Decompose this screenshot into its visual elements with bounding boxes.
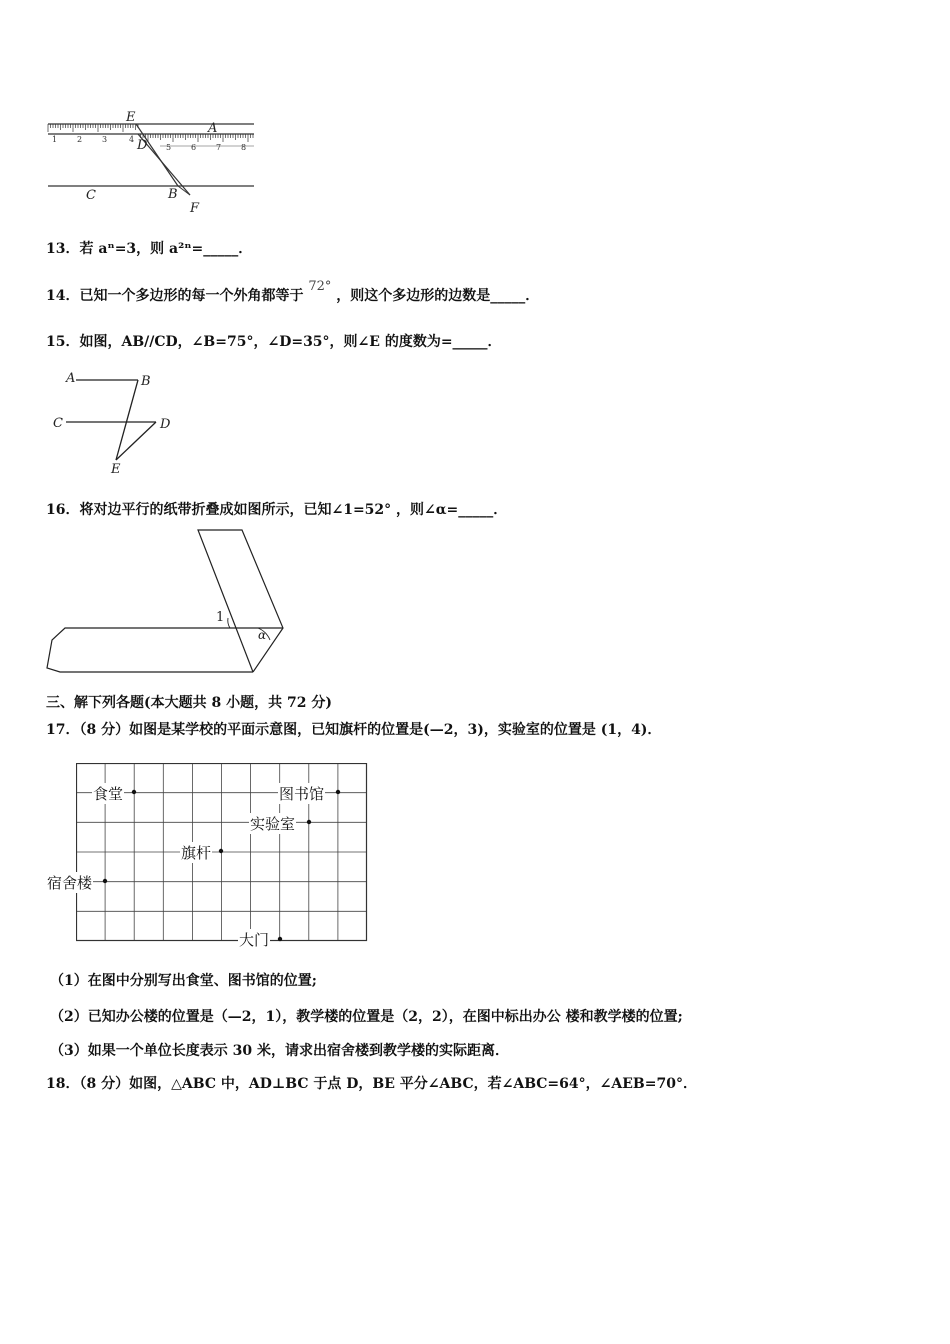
ruler-tick-label: 5 — [166, 143, 172, 152]
label-f: F — [190, 201, 200, 216]
label-d: D — [137, 138, 148, 153]
label-b: B — [141, 374, 151, 389]
ruler-tick-label: 3 — [102, 135, 108, 144]
label-angle-1: 1 — [216, 610, 225, 625]
question-18: 18．（8 分）如图，△ABC 中，AD⊥BC 于点 D，BE 平分∠ABC，若∠ABC=64°，∠AEB=70°． — [46, 1076, 697, 1092]
ruler-tick-label: 1 — [52, 135, 58, 144]
ruler-tick-label: 7 — [216, 143, 222, 152]
question-16: 16．将对边平行的纸带折叠成如图所示，已知∠1=52° ，则∠α=_____． — [46, 502, 508, 518]
question-14-before: 14．已知一个多边形的每一个外角都等于 — [46, 288, 304, 304]
label-d: D — [160, 417, 171, 432]
map-label-canteen: 食堂 — [93, 785, 124, 803]
label-a: A — [208, 121, 218, 136]
ruler-tick-label: 8 — [241, 143, 247, 152]
label-b: B — [168, 187, 178, 202]
label-c: C — [86, 188, 96, 203]
map-label-library: 图书馆 — [279, 785, 325, 803]
ruler-tick-label: 4 — [129, 135, 135, 144]
question-15: 15．如图，AB//CD，∠B=75°，∠D=35°，则∠E 的度数为=_____． — [46, 334, 502, 350]
question-14-angle: 72° — [308, 279, 332, 294]
question-17-part-1: （1）在图中分别写出食堂、图书馆的位置; — [50, 973, 317, 989]
map-label-lab: 实验室 — [250, 815, 296, 833]
label-e: E — [126, 110, 136, 125]
folded-strip-figure — [40, 522, 300, 682]
question-17-part-3: （3）如果一个单位长度表示 30 米，请求出宿舍楼到教学楼的实际距离． — [50, 1043, 509, 1059]
question-14-after: ，则这个多边形的边数是_____． — [336, 288, 540, 304]
label-alpha: α — [258, 628, 267, 642]
map-label-gate: 大门 — [239, 931, 270, 949]
ruler-tick-label: 2 — [77, 135, 83, 144]
question-17: 17．（8 分）如图是某学校的平面示意图，已知旗杆的位置是(—2，3)，实验室的位置是 (1，4)． — [46, 722, 662, 738]
parallel-lines-figure — [48, 365, 183, 475]
label-c: C — [53, 416, 63, 431]
ruler-parallel-figure — [40, 100, 265, 220]
label-e: E — [111, 462, 121, 475]
question-17-part-2: （2）已知办公楼的位置是（—2，1），教学楼的位置是（2，2），在图中标出办公 楼和教学楼的位置; — [50, 1009, 683, 1025]
map-label-flagpole: 旗杆 — [181, 844, 212, 862]
ruler-tick-label: 6 — [191, 143, 197, 152]
question-14 — [46, 279, 540, 305]
section-3-title: 三、解下列各题(本大题共 8 小题，共 72 分) — [46, 695, 332, 711]
school-map — [46, 760, 376, 949]
label-a: A — [66, 371, 76, 386]
question-13: 13．若 aⁿ=3，则 a²ⁿ=_____． — [46, 241, 253, 257]
map-label-dorm: 宿舍楼 — [47, 874, 93, 892]
